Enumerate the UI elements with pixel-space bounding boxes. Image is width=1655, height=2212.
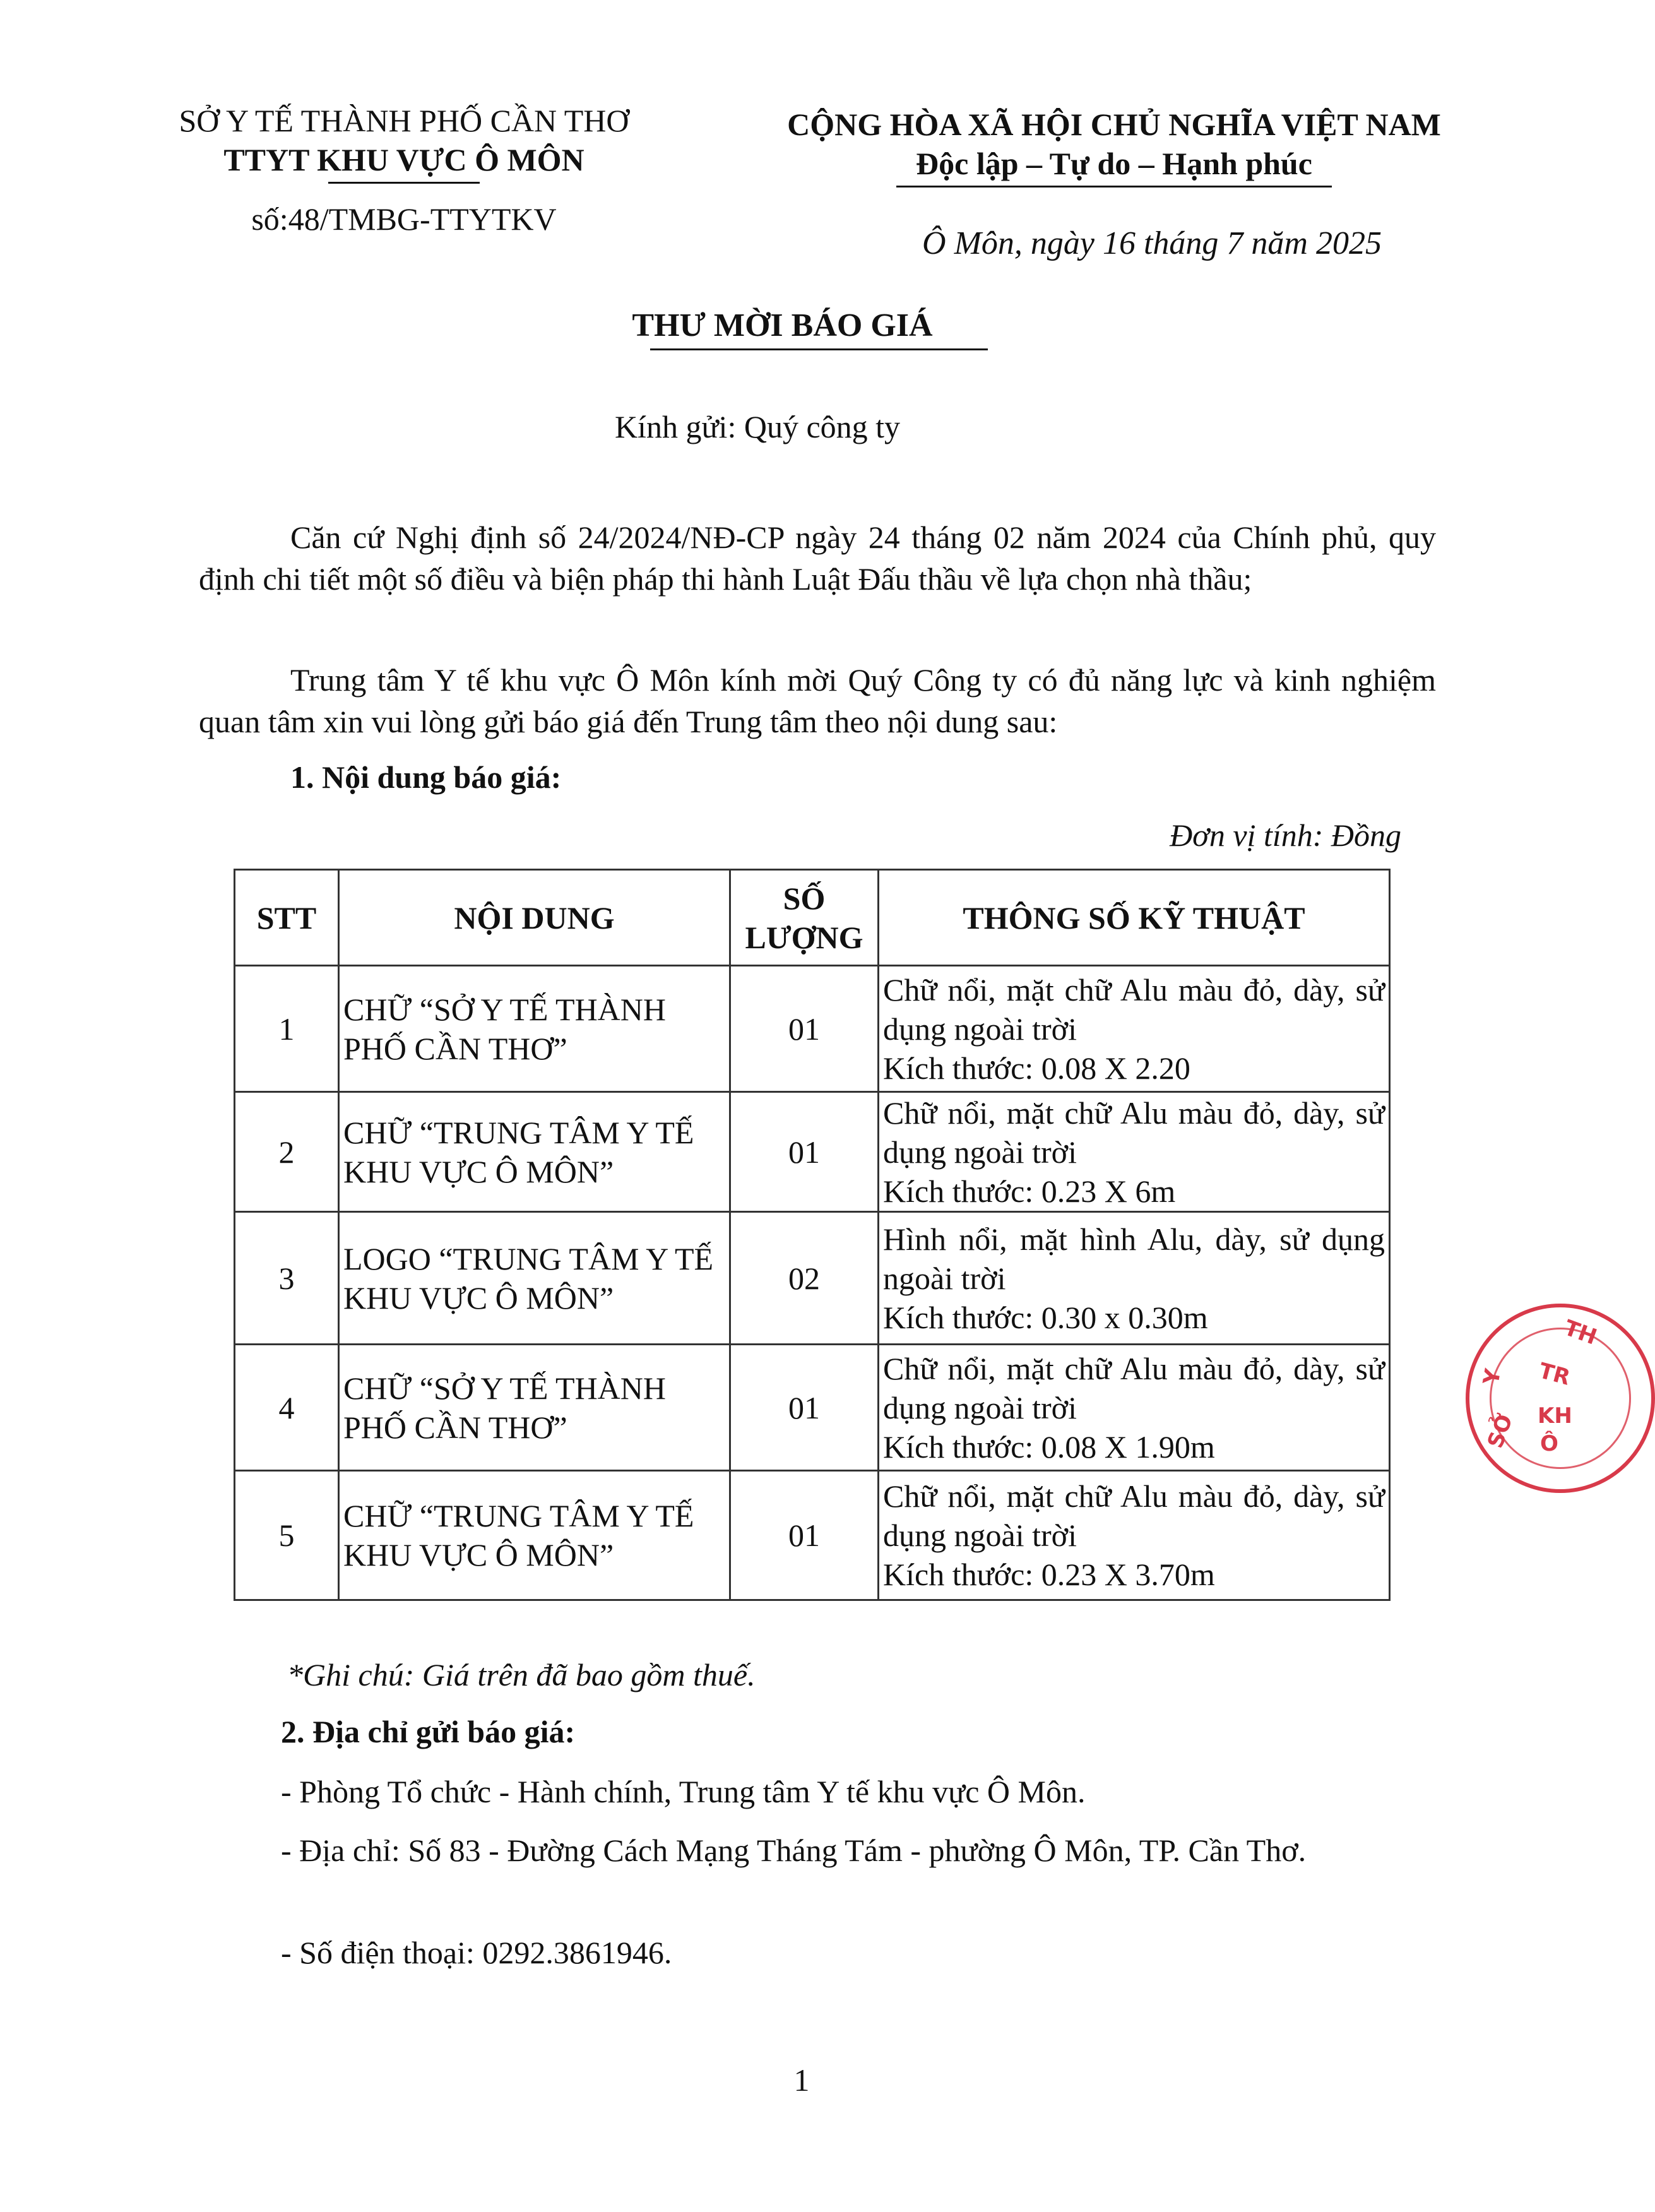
- unit-note: Đơn vị tính: Đồng: [1170, 818, 1401, 853]
- spec-size: Kích thước: 0.08 X 1.90m: [883, 1429, 1215, 1465]
- row-content: CHỮ “TRUNG TÂM Y TẾ KHU VỰC Ô MÔN”: [339, 1471, 730, 1600]
- salutation: Kính gửi: Quý công ty: [614, 409, 901, 444]
- spec-size: Kích thước: 0.23 X 6m: [883, 1173, 1176, 1209]
- section-2-heading: 2. Địa chỉ gửi báo giá:: [281, 1714, 576, 1749]
- quote-table: [234, 869, 1391, 1601]
- document-number: số:48/TMBG-TTYTKV: [251, 201, 557, 237]
- header-specification: THÔNG SỐ KỸ THUẬT: [879, 870, 1390, 966]
- row-content: CHỮ “SỞ Y TẾ THÀNH PHỐ CẦN THƠ”: [339, 966, 730, 1092]
- address-office: - Phòng Tổ chức - Hành chính, Trung tâm Y tế khu vực Ô Môn.: [281, 1774, 1086, 1809]
- row-content: CHỮ “TRUNG TÂM Y TẾ KHU VỰC Ô MÔN”: [339, 1092, 730, 1212]
- stamp-text-fragment: SỞ: [1483, 1410, 1519, 1452]
- spec-size: Kích thước: 0.08 X 2.20: [883, 1050, 1190, 1086]
- row-specification: [879, 1345, 1390, 1471]
- header-stt: STT: [235, 870, 339, 966]
- stamp-text-fragment: KH: [1538, 1403, 1572, 1429]
- legal-basis-paragraph: Căn cứ Nghị định số 24/2024/NĐ-CP ngày 24 tháng 02 năm 2024 của Chính phủ, quy định chi tiết một số điều và biện pháp thi hành Luật Đấu thầu về lựa chọn nhà thầu;: [199, 520, 1436, 597]
- stamp-text-fragment: TH: [1560, 1315, 1600, 1350]
- spec-size: Kích thước: 0.23 X 3.70m: [883, 1557, 1215, 1592]
- table-row: [235, 1345, 1390, 1471]
- table-row: [235, 966, 1390, 1092]
- row-quantity: 02: [730, 1212, 879, 1345]
- row-stt: 1: [235, 966, 339, 1092]
- invitation-paragraph: Trung tâm Y tế khu vực Ô Môn kính mời Quý Công ty có đủ năng lực và kinh nghiệm quan tâm xin vui lòng gửi báo giá đến Trung tâm theo nội dung sau:: [199, 662, 1436, 739]
- table-row: [235, 1471, 1390, 1600]
- table-header-row: [235, 870, 1390, 966]
- table-row: [235, 1092, 1390, 1212]
- header-quantity: SỐ LƯỢNG: [730, 870, 879, 966]
- row-content: CHỮ “SỞ Y TẾ THÀNH PHỐ CẦN THƠ”: [339, 1345, 730, 1471]
- national-title: CỘNG HÒA XÃ HỘI CHỦ NGHĨA VIỆT NAM: [787, 107, 1441, 142]
- row-quantity: 01: [730, 966, 879, 1092]
- issuer-department: SỞ Y TẾ THÀNH PHỐ CẦN THƠ: [179, 103, 629, 138]
- row-quantity: 01: [730, 1471, 879, 1600]
- price-note: *Ghi chú: Giá trên đã bao gồm thuế.: [287, 1657, 756, 1692]
- stamp-text-fragment: TR: [1536, 1358, 1573, 1391]
- national-motto: Độc lập – Tự do – Hạnh phúc: [916, 146, 1312, 181]
- spec-description: Chữ nổi, mặt chữ Alu màu đỏ, dày, sử dụng ngoài trời: [883, 1478, 1385, 1553]
- motto-underline: [896, 186, 1332, 187]
- phone-number: - Số điện thoại: 0292.3861946.: [281, 1935, 672, 1970]
- section-1-heading: 1. Nội dung báo giá:: [290, 759, 562, 795]
- issuer-unit: TTYT KHU VỰC Ô MÔN: [223, 142, 584, 177]
- row-quantity: 01: [730, 1092, 879, 1212]
- row-quantity: 01: [730, 1345, 879, 1471]
- row-specification: [879, 1212, 1390, 1345]
- row-stt: 3: [235, 1212, 339, 1345]
- spec-description: Chữ nổi, mặt chữ Alu màu đỏ, dày, sử dụng ngoài trời: [883, 972, 1385, 1047]
- row-content: LOGO “TRUNG TÂM Y TẾ KHU VỰC Ô MÔN”: [339, 1212, 730, 1345]
- stamp-inner-ring: [1490, 1328, 1631, 1469]
- header-content: NỘI DUNG: [339, 870, 730, 966]
- row-specification: [879, 1471, 1390, 1600]
- spec-description: Hình nổi, mặt hình Alu, dày, sử dụng ngoài trời: [883, 1221, 1385, 1296]
- official-stamp: [1466, 1304, 1655, 1493]
- issuer-underline: [328, 182, 480, 184]
- row-specification: [879, 966, 1390, 1092]
- row-stt: 5: [235, 1471, 339, 1600]
- page-number: 1: [793, 2062, 810, 2098]
- stamp-clip: [1452, 1288, 1600, 1515]
- address-street: - Địa chỉ: Số 83 - Đường Cách Mạng Tháng Tám - phường Ô Môn, TP. Cần Thơ.: [281, 1833, 1307, 1868]
- row-stt: 4: [235, 1345, 339, 1471]
- row-specification: [879, 1092, 1390, 1212]
- stamp-text-fragment: Ô: [1540, 1431, 1558, 1456]
- title-underline: [650, 348, 988, 350]
- row-stt: 2: [235, 1092, 339, 1212]
- spec-description: Chữ nổi, mặt chữ Alu màu đỏ, dày, sử dụng ngoài trời: [883, 1095, 1385, 1170]
- spec-description: Chữ nổi, mặt chữ Alu màu đỏ, dày, sử dụng ngoài trời: [883, 1350, 1385, 1425]
- stamp-text-fragment: Y: [1478, 1367, 1507, 1387]
- spec-size: Kích thước: 0.30 x 0.30m: [883, 1299, 1208, 1335]
- place-date: Ô Môn, ngày 16 tháng 7 năm 2025: [922, 225, 1382, 261]
- table-row: [235, 1212, 1390, 1345]
- document-title: THƯ MỜI BÁO GIÁ: [632, 307, 933, 343]
